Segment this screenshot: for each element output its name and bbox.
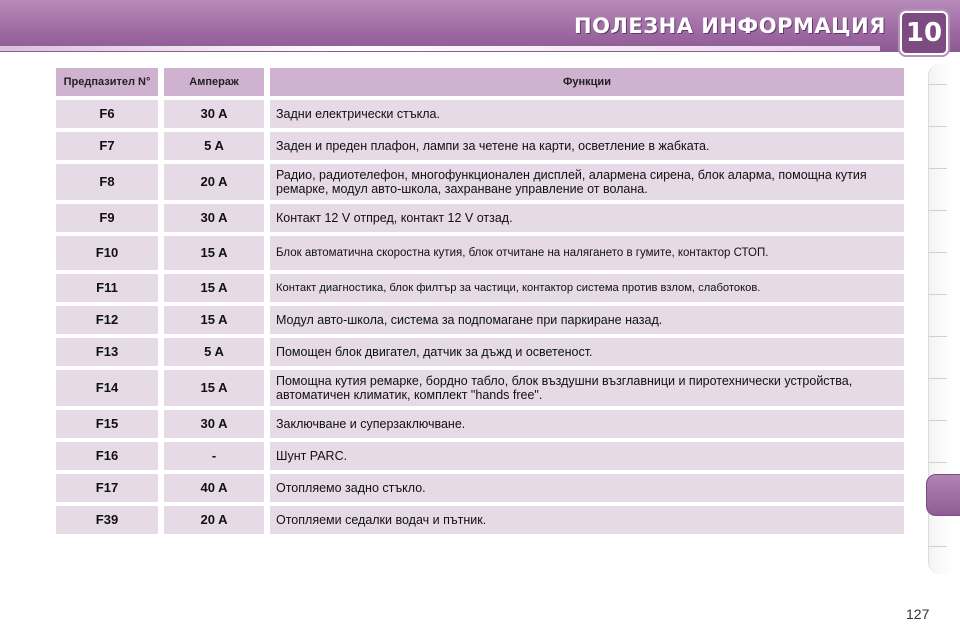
fuse-number: F9 bbox=[56, 204, 158, 232]
fuse-number: F39 bbox=[56, 506, 158, 534]
fuse-number: F10 bbox=[56, 236, 158, 270]
fuse-number: F17 bbox=[56, 474, 158, 502]
fuse-function: Отопляеми седалки водач и пътник. bbox=[264, 506, 904, 534]
fuse-function: Помощен блок двигател, датчик за дъжд и осветеност. bbox=[264, 338, 904, 366]
fuse-function: Контакт диагностика, блок филтър за частици, контактор система против взлом, слаботоков. bbox=[264, 274, 904, 302]
fuse-amperage: 30 A bbox=[158, 410, 264, 438]
fuse-number: F13 bbox=[56, 338, 158, 366]
fuse-number: F15 bbox=[56, 410, 158, 438]
fuse-amperage: 20 A bbox=[158, 164, 264, 200]
table-row bbox=[56, 370, 904, 406]
fuse-number: F6 bbox=[56, 100, 158, 128]
fuse-function: Задни електрически стъкла. bbox=[264, 100, 904, 128]
fuse-number: F14 bbox=[56, 370, 158, 406]
fuse-amperage: 30 A bbox=[158, 204, 264, 232]
page-title: ПОЛЕЗНА ИНФОРМАЦИЯ bbox=[574, 14, 886, 38]
fuse-amperage: 40 A bbox=[158, 474, 264, 502]
table-row bbox=[56, 132, 904, 160]
table-row bbox=[56, 410, 904, 438]
header-stripe bbox=[0, 46, 880, 51]
table-row bbox=[56, 306, 904, 334]
fuse-function: Заден и преден плафон, лампи за четене на карти, осветление в жабката. bbox=[264, 132, 904, 160]
fuse-amperage: 30 A bbox=[158, 100, 264, 128]
fuse-number: F16 bbox=[56, 442, 158, 470]
fuse-number: F11 bbox=[56, 274, 158, 302]
fuse-function: Заключване и суперзаключване. bbox=[264, 410, 904, 438]
page-number: 127 bbox=[906, 606, 930, 622]
chapter-tab-divider[interactable] bbox=[929, 210, 947, 211]
fuse-amperage: 5 A bbox=[158, 338, 264, 366]
chapter-tab-divider[interactable] bbox=[929, 84, 947, 85]
fuse-amperage: 15 A bbox=[158, 274, 264, 302]
fuse-amperage: 15 A bbox=[158, 306, 264, 334]
fuse-function: Модул авто-школа, система за подпомагане при паркиране назад. bbox=[264, 306, 904, 334]
fuse-function: Радио, радиотелефон, многофункционален дисплей, алармена сирена, блок аларма, помощна кутия ремарке, модул авто-школа, захранване управление от волана. bbox=[264, 164, 904, 200]
fuse-amperage: - bbox=[158, 442, 264, 470]
chapter-tab-divider[interactable] bbox=[929, 126, 947, 127]
fuse-amperage: 15 A bbox=[158, 236, 264, 270]
fuse-function: Контакт 12 V отпред, контакт 12 V отзад. bbox=[264, 204, 904, 232]
chapter-tab-divider[interactable] bbox=[929, 168, 947, 169]
chapter-badge: 10 bbox=[900, 11, 948, 55]
table-row bbox=[56, 506, 904, 534]
chapter-tab-divider[interactable] bbox=[929, 420, 947, 421]
fuse-number: F12 bbox=[56, 306, 158, 334]
fuse-amperage: 5 A bbox=[158, 132, 264, 160]
fuse-function: Помощна кутия ремарке, бордно табло, блок въздушни възглавници и пиротехнически устройства, автоматичен климатик, комплект "hands free". bbox=[264, 370, 904, 406]
chapter-tab-divider[interactable] bbox=[929, 378, 947, 379]
chapter-tab-divider[interactable] bbox=[929, 252, 947, 253]
fuse-function: Отопляемо задно стъкло. bbox=[264, 474, 904, 502]
table-row bbox=[56, 474, 904, 502]
column-header-functions: Функции bbox=[264, 68, 904, 96]
fuse-function: Блок автоматична скоростна кутия, блок отчитане на налягането в гумите, контактор СТОП. bbox=[264, 236, 904, 270]
fuse-number: F8 bbox=[56, 164, 158, 200]
chapter-tab-divider[interactable] bbox=[929, 462, 947, 463]
table-row bbox=[56, 236, 904, 270]
fuse-amperage: 20 A bbox=[158, 506, 264, 534]
table-row bbox=[56, 442, 904, 470]
column-header-amperage: Ампераж bbox=[158, 68, 264, 96]
table-row bbox=[56, 338, 904, 366]
chapter-tab-active[interactable] bbox=[926, 474, 960, 516]
chapter-tab-divider[interactable] bbox=[929, 294, 947, 295]
fuse-amperage: 15 A bbox=[158, 370, 264, 406]
table-row bbox=[56, 164, 904, 200]
table-row bbox=[56, 204, 904, 232]
table-row bbox=[56, 100, 904, 128]
fuse-number: F7 bbox=[56, 132, 158, 160]
table-header-row bbox=[56, 68, 904, 96]
chapter-tab-divider[interactable] bbox=[929, 546, 947, 547]
fuse-table bbox=[56, 64, 904, 538]
chapter-tab-divider[interactable] bbox=[929, 336, 947, 337]
fuse-function: Шунт PARC. bbox=[264, 442, 904, 470]
column-header-fuse: Предпазител N° bbox=[56, 68, 158, 96]
table-row bbox=[56, 274, 904, 302]
